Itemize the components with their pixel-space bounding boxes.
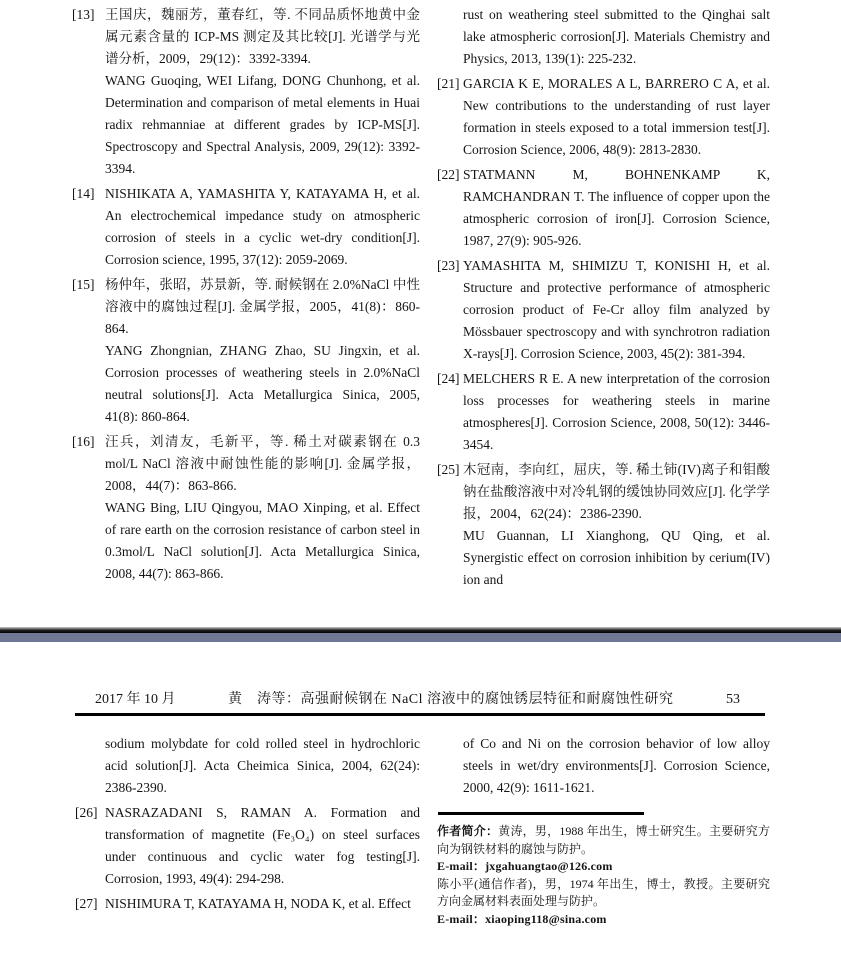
reference-number: [13] — [72, 7, 95, 22]
reference-translated-text: YANG Zhongnian, ZHANG Zhao, SU Jingxin, et al. Corrosion processes of weathering steels in 2.0%NaCl neutral solutions[J]. Acta Metallurgica Sinica, 2005, 41(8): 860-864. — [105, 343, 420, 424]
page-break-divider — [0, 627, 841, 642]
email-address-1: jxgahuangtao@126.com — [485, 859, 613, 873]
reference-number: [22] — [437, 167, 460, 182]
author-email-line-1 — [437, 858, 770, 876]
email-label-2: E-mail： — [437, 911, 486, 926]
reference-item — [72, 274, 420, 428]
reference-text — [463, 255, 770, 365]
reference-text — [463, 733, 770, 799]
reference-item — [437, 368, 770, 456]
reference-original-text: 杨仲年，张昭，苏景新，等. 耐候钢在 2.0%NaCl 中性溶液中的腐蚀过程[J]. 金属学报，2005，41(8)：860-864. — [105, 277, 420, 336]
issue-date: 2017 年 10 月 — [95, 692, 176, 707]
reference-number: [24] — [437, 371, 460, 386]
reference-translated-text: WANG Guoqing, WEI Lifang, DONG Chunhong, et al. Determination and comparison of metal elements in Huai radix rehmanniae at different grades by ICP-MS[J]. Spectroscopy and Spectral Analysis, 2009, 29(12): 3392-3394. — [105, 73, 420, 176]
reference-number: [21] — [437, 76, 460, 91]
reference-number: [26] — [75, 805, 98, 820]
reference-text — [105, 183, 420, 271]
author-bio-line-1 — [437, 823, 770, 858]
reference-text — [463, 73, 770, 161]
author-email-line-2 — [437, 911, 770, 929]
email-address-2: xiaoping118@sina.com — [485, 911, 607, 926]
reference-original-text: YAMASHITA M, SHIMIZU T, KONISHI H, et al. Structure and protective performance of atmospheric corrosion product of Fe-Cr alloy film analyzed by Mössbauer spectroscopy and with synchrotron radiation X-rays[J]. Corrosion Science, 2003, 45(2): 381-394. — [463, 258, 770, 361]
reference-number: [27] — [75, 896, 98, 911]
reference-text — [105, 274, 420, 428]
reference-original-text: 木冠南，李向红，屈庆，等. 稀土铈(IV)离子和钼酸钠在盐酸溶液中对冷轧钢的缓蚀协同效应[J]. 化学学报，2004，62(24)：2386-2390. — [463, 462, 770, 521]
reference-item — [75, 893, 420, 915]
author-bio-label: 作者简介： — [437, 824, 499, 838]
reference-text — [463, 164, 770, 252]
reference-original-text: STATMANN M, BOHNENKAMP K, RAMCHANDRAN T. The influence of copper upon the atmospheric corrosion of iron[J]. Corrosion Science, 1987, 27(9): 905-926. — [463, 167, 770, 248]
reference-number: [23] — [437, 258, 460, 273]
author-bio-text-2: 陈小平(通信作者)，男，1974 年出生，博士，教授。主要研究方向金属材料表面处理与防护。 — [437, 876, 770, 908]
reference-original-text: NISHIMURA T, KATAYAMA H, NODA K, et al. Effect — [105, 896, 411, 911]
reference-text — [105, 431, 420, 585]
reference-text — [105, 893, 420, 915]
reference-original-text: NASRAZADANI S, RAMAN A. Formation and transformation of magnetite (Fe₃O₄) on steel surfaces under continuous and cyclic water fog testing[J]. Corrosion, 1993, 49(4): 294-298. — [105, 805, 420, 886]
reference-text — [463, 368, 770, 456]
reference-number: [16] — [72, 434, 95, 449]
page-break-bar-slate — [0, 633, 841, 642]
reference-original-text: NISHIKATA A, YAMASHITA Y, KATAYAMA H, et al. An electrochemical impedance study on atmospheric corrosion of steels in a cyclic wet-dry condition[J]. Corrosion science, 1995, 37(12): 2059-2069. — [105, 186, 420, 267]
reference-text — [105, 802, 420, 890]
reference-item — [75, 733, 420, 799]
reference-item — [437, 255, 770, 365]
reference-number: [15] — [72, 277, 95, 292]
page2-running-header — [75, 688, 765, 716]
running-title: 黄 涛等：高强耐候钢在 NaCl 溶液中的腐蚀锈层特征和耐腐蚀性研究 — [227, 692, 674, 707]
reference-original-text: GARCIA K E, MORALES A L, BARRERO C A, et al. New contributions to the understanding of rust layer formation in steels exposed to a total immersion test[J]. Corrosion Science, 2006, 48(9): 2813-2830. — [463, 76, 770, 157]
reference-number: [25] — [437, 462, 460, 477]
reference-item — [437, 459, 770, 591]
reference-original-text: sodium molybdate for cold rolled steel in hydrochloric acid solution[J]. Acta Cheimica Sinica, 2004, 62(24): 2386-2390. — [105, 736, 420, 795]
reference-original-text: of Co and Ni on the corrosion behavior of low alloy steels in wet/dry environments[J]. Corrosion Science, 2000, 42(9): 1611-1621. — [463, 736, 770, 795]
reference-number: [14] — [72, 186, 95, 201]
page2-left-reference-column — [75, 733, 420, 918]
reference-number — [437, 4, 463, 70]
reference-original-text: 王国庆，魏丽芳，董春红，等. 不同品质怀地黄中金属元素含量的 ICP-MS 测定及其比较[J]. 光谱学与光谱分析，2009，29(12)：3392-3394. — [105, 7, 420, 66]
reference-translated-text: WANG Bing, LIU Qingyou, MAO Xinping, et al. Effect of rare earth on the corrosion resistance of carbon steel in 0.3mol/L NaCl solution[J]. Acta Metallurgica Sinica, 2008, 44(7): 863-866. — [105, 500, 420, 581]
reference-text — [463, 4, 770, 70]
reference-original-text: 汪兵，刘清友，毛新平，等. 稀土对碳素钢在 0.3 mol/L NaCl 溶液中耐蚀性能的影响[J]. 金属学报，2008，44(7)：863-866. — [105, 434, 420, 493]
author-bio-separator-rule — [438, 812, 644, 815]
author-bio-line-2 — [437, 876, 770, 911]
reference-text — [105, 4, 420, 180]
reference-original-text: rust on weathering steel submitted to the Qinghai salt lake atmospheric corrosion[J]. Materials Chemistry and Physics, 2013, 139(1): 225-232. — [463, 7, 770, 66]
reference-item — [72, 4, 420, 180]
reference-original-text: MELCHERS R E. A new interpretation of the corrosion loss processes for weathering steels in marine atmospheres[J]. Corrosion Science, 2008, 50(12): 3446-3454. — [463, 371, 770, 452]
reference-item — [437, 733, 770, 799]
reference-item — [437, 4, 770, 70]
page1-left-reference-column — [72, 4, 420, 588]
page2-right-reference-list — [437, 733, 770, 799]
reference-text — [463, 459, 770, 591]
page1-right-reference-column — [437, 4, 770, 594]
reference-number — [75, 733, 105, 799]
author-bio-text-1: 黄涛，男，1988 年出生，博士研究生。主要研究方向为钢铁材料的腐蚀与防护。 — [437, 824, 770, 856]
reference-item — [437, 164, 770, 252]
reference-item — [437, 73, 770, 161]
reference-number — [437, 733, 463, 799]
reference-text — [105, 733, 420, 799]
author-bio-section — [437, 823, 770, 928]
reference-item — [75, 802, 420, 890]
page2-right-column — [437, 733, 770, 928]
page-number: 53 — [726, 692, 740, 707]
reference-item — [72, 183, 420, 271]
email-label-1: E-mail： — [437, 859, 486, 873]
reference-item — [72, 431, 420, 585]
reference-translated-text: MU Guannan, LI Xianghong, QU Qing, et al. Synergistic effect on corrosion inhibition by cerium(IV) ion and — [463, 528, 770, 587]
